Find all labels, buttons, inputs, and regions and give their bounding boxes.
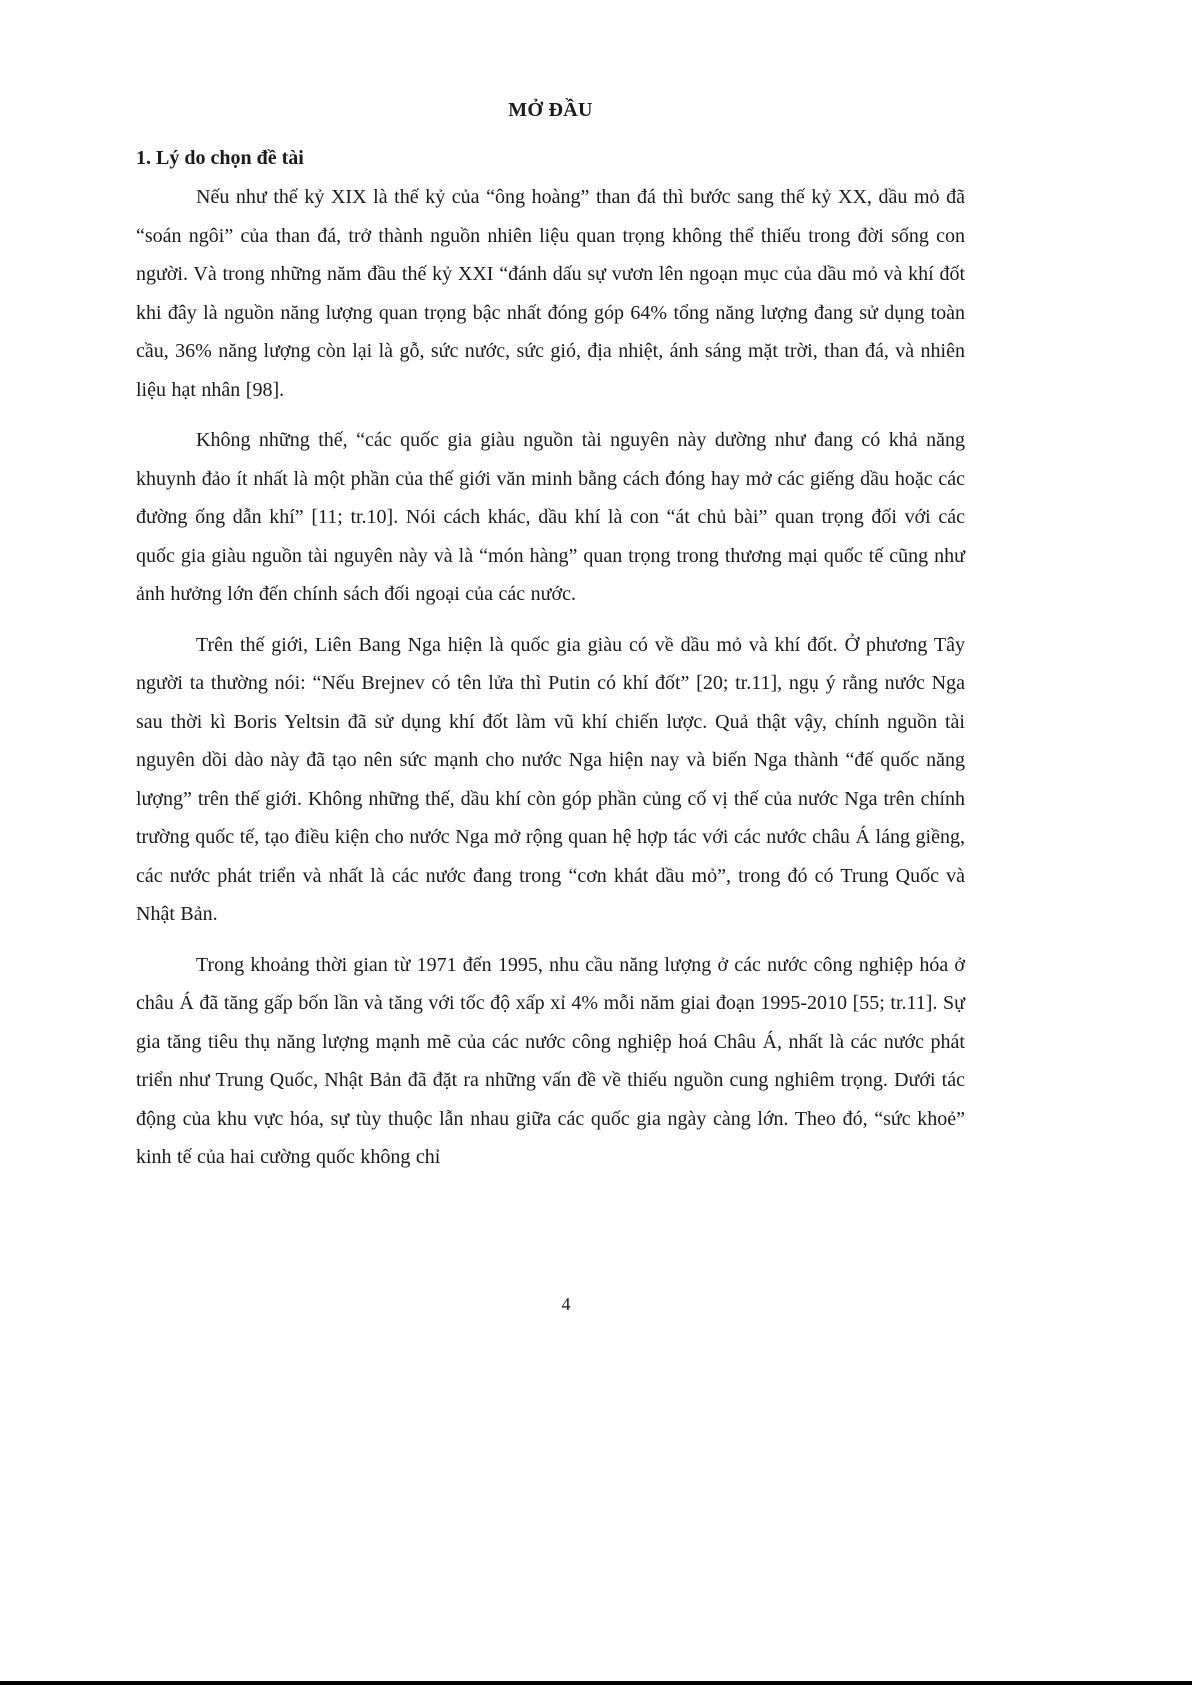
paragraph-1: Nếu như thế kỷ XIX là thế kỷ của “ông hoàng” than đá thì bước sang thế kỷ XX, dầu mỏ đã “soán ngôi” của than đá, trở thành nguồn nhiên liệu quan trọng không thể thiếu trong đời sống con người. Và trong những năm đầu thế kỷ XXI “đánh dấu sự vươn lên ngoạn mục của dầu mỏ và khí đốt khi đây là nguồn năng lượng quan trọng bậc nhất đóng góp 64% tổng năng lượng đang sử dụng toàn cầu, 36% năng lượng còn lại là gỗ, sức nước, sức gió, địa nhiệt, ánh sáng mặt trời, than đá, và nhiên liệu hạt nhân [98]. <box>136 186 965 401</box>
page-number: 4 <box>561 1294 571 1314</box>
section-heading: 1. Lý do chọn đề tài <box>136 147 304 169</box>
paragraph-3: Trên thế giới, Liên Bang Nga hiện là quốc gia giàu có về dầu mỏ và khí đốt. Ở phương Tây người ta thường nói: “Nếu Brejnev có tên lửa thì Putin có khí đốt” [20; tr.11], ngụ ý rằng nước Nga sau thời kì Boris Yeltsin đã sử dụng khí đốt làm vũ khí chiến lược. Quả thật vậy, chính nguồn tài nguyên dồi dào này đã tạo nên sức mạnh cho nước Nga hiện nay và biến Nga thành “đế quốc năng lượng” trên thế giới. Không những thế, dầu khí còn góp phần củng cố vị thế của nước Nga trên chính trường quốc tế, tạo điều kiện cho nước Nga mở rộng quan hệ hợp tác với các nước châu Á láng giềng, các nước phát triển và nhất là các nước đang trong “cơn khát dầu mỏ”, trong đó có Trung Quốc và Nhật Bản. <box>136 633 965 925</box>
bottom-border <box>0 1681 1192 1685</box>
paragraph-2: Không những thế, “các quốc gia giàu nguồn tài nguyên này dường như đang có khả năng khuynh đảo ít nhất là một phần của thế giới văn minh bằng cách đóng hay mở các giếng dầu hoặc các đường ống dẫn khí” [11; tr.10]. Nói cách khác, dầu khí là con “át chủ bài” quan trọng đối với các quốc gia giàu nguồn tài nguyên này và là “món hàng” quan trọng trong thương mại quốc tế cũng như ảnh hưởng lớn đến chính sách đối ngoại của các nước. <box>136 429 965 605</box>
page-content <box>136 96 965 1189</box>
paragraph-4: Trong khoảng thời gian từ 1971 đến 1995, nhu cầu năng lượng ở các nước công nghiệp hóa ở châu Á đã tăng gấp bốn lần và tăng với tốc độ xấp xỉ 4% mỗi năm giai đoạn 1995-2010 [55; tr.11]. Sự gia tăng tiêu thụ năng lượng mạnh mẽ của các nước công nghiệp hoá Châu Á, nhất là các nước phát triển như Trung Quốc, Nhật Bản đã đặt ra những vấn đề về thiếu nguồn cung nghiêm trọng. Dưới tác động của khu vực hóa, sự tùy thuộc lẫn nhau giữa các quốc gia ngày càng lớn. Theo đó, “sức khoẻ” kinh tế của hai cường quốc không chỉ <box>136 953 965 1168</box>
document-title: MỞ ĐẦU <box>508 99 593 121</box>
